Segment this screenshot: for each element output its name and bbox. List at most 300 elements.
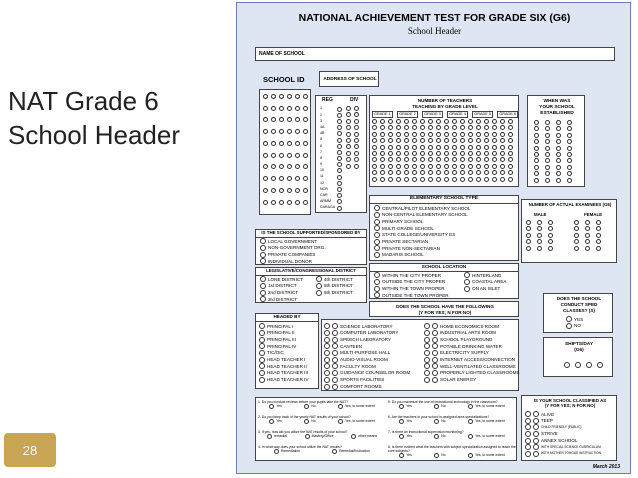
- region-bubble[interactable]: [337, 187, 342, 192]
- teacher-count-bubble[interactable]: [508, 164, 513, 169]
- school-id-bubble[interactable]: [271, 94, 276, 99]
- teacher-count-bubble[interactable]: [388, 138, 393, 143]
- teacher-count-bubble[interactable]: [460, 177, 465, 182]
- male-count-bubble[interactable]: [537, 239, 542, 244]
- school-id-bubble[interactable]: [279, 176, 284, 181]
- question-option-bubble[interactable]: [351, 434, 356, 439]
- school-id-bubble[interactable]: [263, 106, 268, 111]
- district-col1-bubble[interactable]: [260, 276, 266, 282]
- teacher-count-bubble[interactable]: [428, 164, 433, 169]
- teacher-count-bubble[interactable]: [420, 157, 425, 162]
- female-count-bubble[interactable]: [596, 239, 601, 244]
- division-bubble-grid[interactable]: [346, 106, 366, 169]
- school-id-bubble[interactable]: [295, 141, 300, 146]
- teacher-count-bubble[interactable]: [396, 170, 401, 175]
- question-option[interactable]: [338, 419, 375, 424]
- headed-list-bubble[interactable]: [259, 350, 265, 356]
- female-count-bubble[interactable]: [574, 233, 579, 238]
- teacher-count-bubble[interactable]: [508, 151, 513, 156]
- question-option-bubble[interactable]: [399, 453, 404, 458]
- question-option[interactable]: [332, 449, 370, 454]
- male-examinees-grid[interactable]: [526, 220, 566, 251]
- school-id-bubble[interactable]: [295, 117, 300, 122]
- teacher-count-bubble[interactable]: [444, 125, 449, 130]
- teacher-count-bubble[interactable]: [372, 132, 377, 137]
- year-bubble[interactable]: [545, 126, 550, 131]
- school-type-list-row[interactable]: [374, 238, 471, 245]
- facility-yes-bubble[interactable]: [324, 363, 330, 369]
- teacher-count-bubble[interactable]: [388, 119, 393, 124]
- year-bubble[interactable]: [556, 178, 561, 183]
- year-bubble[interactable]: [534, 139, 539, 144]
- region-bubble[interactable]: [337, 131, 342, 136]
- school-type-list-row[interactable]: [374, 205, 471, 212]
- teacher-count-bubble[interactable]: [452, 157, 457, 162]
- teacher-count-bubble[interactable]: [436, 125, 441, 130]
- school-id-bubble[interactable]: [271, 106, 276, 111]
- teacher-count-bubble[interactable]: [396, 157, 401, 162]
- division-bubble[interactable]: [346, 112, 351, 117]
- question-option-bubble[interactable]: [434, 404, 439, 409]
- teacher-count-bubble[interactable]: [372, 119, 377, 124]
- teacher-count-bubble[interactable]: [420, 138, 425, 143]
- sped-list-bubble[interactable]: [566, 323, 572, 329]
- teacher-count-bubble[interactable]: [500, 177, 505, 182]
- year-bubble[interactable]: [556, 158, 561, 163]
- female-count-bubble[interactable]: [585, 246, 590, 251]
- division-bubble[interactable]: [346, 151, 351, 156]
- location-left-bubble[interactable]: [374, 292, 380, 298]
- teacher-count-bubble[interactable]: [420, 119, 425, 124]
- teacher-count-grid[interactable]: [372, 119, 518, 182]
- teacher-count-bubble[interactable]: [388, 145, 393, 150]
- female-count-bubble[interactable]: [574, 239, 579, 244]
- region-bubble[interactable]: [337, 175, 342, 180]
- year-bubble[interactable]: [534, 152, 539, 157]
- question-option[interactable]: [338, 404, 375, 409]
- headed-list-row[interactable]: [259, 350, 309, 357]
- teacher-count-bubble[interactable]: [484, 177, 489, 182]
- division-bubble[interactable]: [354, 144, 359, 149]
- school-type-list-row[interactable]: [374, 252, 471, 259]
- question-option-bubble[interactable]: [304, 404, 309, 409]
- teacher-count-bubble[interactable]: [372, 138, 377, 143]
- facility-yes-bubble[interactable]: [324, 377, 330, 383]
- location-right-row[interactable]: [464, 285, 506, 292]
- school-type-list-row[interactable]: [374, 218, 471, 225]
- division-bubble[interactable]: [354, 125, 359, 130]
- school-id-bubble[interactable]: [279, 188, 284, 193]
- school-id-bubble[interactable]: [263, 117, 268, 122]
- year-bubble[interactable]: [567, 178, 572, 183]
- facility-no-bubble[interactable]: [332, 370, 338, 376]
- region-bubble[interactable]: [337, 181, 342, 186]
- school-id-bubble[interactable]: [287, 188, 292, 193]
- year-established-grid[interactable]: [534, 120, 582, 183]
- teacher-count-bubble[interactable]: [492, 145, 497, 150]
- female-count-bubble[interactable]: [585, 220, 590, 225]
- school-id-bubble[interactable]: [271, 188, 276, 193]
- region-bubble[interactable]: [337, 125, 342, 130]
- teacher-count-bubble[interactable]: [476, 151, 481, 156]
- district-col1-bubble[interactable]: [260, 290, 266, 296]
- teacher-count-bubble[interactable]: [452, 125, 457, 130]
- teacher-count-bubble[interactable]: [420, 125, 425, 130]
- region-bubble[interactable]: [337, 156, 342, 161]
- name-of-school-box[interactable]: [255, 47, 615, 61]
- location-right-row[interactable]: [464, 272, 506, 279]
- teacher-count-bubble[interactable]: [388, 151, 393, 156]
- year-bubble[interactable]: [556, 171, 561, 176]
- teacher-count-bubble[interactable]: [428, 138, 433, 143]
- teacher-count-bubble[interactable]: [412, 132, 417, 137]
- school-id-bubble[interactable]: [279, 106, 284, 111]
- shift-bubbles[interactable]: [564, 362, 605, 368]
- teacher-count-bubble[interactable]: [508, 125, 513, 130]
- facility-no-bubble[interactable]: [332, 357, 338, 363]
- year-bubble[interactable]: [567, 146, 572, 151]
- facility-no-bubble[interactable]: [432, 337, 438, 343]
- female-count-bubble[interactable]: [596, 246, 601, 251]
- teacher-count-bubble[interactable]: [468, 170, 473, 175]
- question-option-bubble[interactable]: [304, 419, 309, 424]
- supported-list-row[interactable]: [260, 238, 326, 245]
- classified-yes-bubble[interactable]: [525, 444, 531, 450]
- school-type-list-bubble[interactable]: [374, 245, 380, 251]
- classified-yes-bubble[interactable]: [525, 418, 531, 424]
- region-bubble[interactable]: [337, 168, 342, 173]
- year-bubble[interactable]: [545, 165, 550, 170]
- headed-list-bubble[interactable]: [259, 337, 265, 343]
- year-bubble[interactable]: [556, 146, 561, 151]
- male-count-bubble[interactable]: [548, 246, 553, 251]
- supported-list-row[interactable]: [260, 251, 326, 258]
- school-type-list-bubble[interactable]: [374, 252, 380, 258]
- district-col2-bubble[interactable]: [316, 283, 322, 289]
- teacher-count-bubble[interactable]: [444, 164, 449, 169]
- question-option[interactable]: [274, 449, 300, 454]
- question-option[interactable]: [434, 453, 445, 458]
- question-option-bubble[interactable]: [274, 449, 279, 454]
- school-type-list-bubble[interactable]: [374, 225, 380, 231]
- teacher-count-bubble[interactable]: [372, 164, 377, 169]
- teacher-count-bubble[interactable]: [436, 164, 441, 169]
- headed-list-bubble[interactable]: [259, 323, 265, 329]
- school-type-list-bubble[interactable]: [374, 219, 380, 225]
- teacher-count-bubble[interactable]: [484, 138, 489, 143]
- supported-list-bubble[interactable]: [260, 238, 266, 244]
- region-bubble[interactable]: [337, 199, 342, 204]
- division-bubble[interactable]: [354, 112, 359, 117]
- question-option[interactable]: [269, 404, 282, 409]
- headed-list-bubble[interactable]: [259, 343, 265, 349]
- teacher-count-bubble[interactable]: [436, 177, 441, 182]
- region-bubble[interactable]: [337, 138, 342, 143]
- school-id-bubble[interactable]: [263, 129, 268, 134]
- question-option-bubble[interactable]: [338, 419, 343, 424]
- teacher-count-bubble[interactable]: [388, 157, 393, 162]
- teacher-count-bubble[interactable]: [404, 132, 409, 137]
- school-id-bubble[interactable]: [295, 129, 300, 134]
- male-count-bubble[interactable]: [526, 233, 531, 238]
- facility-no-bubble[interactable]: [332, 384, 338, 390]
- school-id-bubble[interactable]: [287, 117, 292, 122]
- headed-list-row[interactable]: [259, 356, 309, 363]
- supported-list-row[interactable]: [260, 258, 326, 265]
- region-bubble[interactable]: [337, 119, 342, 124]
- year-bubble[interactable]: [567, 126, 572, 131]
- district-col1-row[interactable]: [260, 289, 303, 296]
- headed-list-row[interactable]: [259, 336, 309, 343]
- district-col1-bubble[interactable]: [260, 296, 266, 302]
- division-bubble[interactable]: [354, 132, 359, 137]
- question-option[interactable]: [434, 419, 445, 424]
- facility-no-bubble[interactable]: [332, 350, 338, 356]
- supported-list-bubble[interactable]: [260, 252, 266, 258]
- year-bubble[interactable]: [567, 133, 572, 138]
- male-count-bubble[interactable]: [548, 220, 553, 225]
- region-code-row[interactable]: [320, 205, 342, 211]
- location-left-bubble[interactable]: [374, 286, 380, 292]
- question-option[interactable]: [305, 434, 334, 439]
- location-right-bubble[interactable]: [464, 279, 470, 285]
- headed-list-row[interactable]: [259, 377, 309, 384]
- teacher-count-bubble[interactable]: [500, 145, 505, 150]
- school-type-list-row[interactable]: [374, 212, 471, 219]
- teacher-count-bubble[interactable]: [492, 125, 497, 130]
- sped-list-bubble[interactable]: [566, 316, 572, 322]
- location-left-bubble[interactable]: [374, 279, 380, 285]
- male-count-bubble[interactable]: [537, 220, 542, 225]
- teacher-count-bubble[interactable]: [492, 151, 497, 156]
- location-left-row[interactable]: [374, 285, 449, 292]
- school-type-list-bubble[interactable]: [374, 212, 380, 218]
- question-option[interactable]: [304, 419, 315, 424]
- headed-list-row[interactable]: [259, 323, 309, 330]
- teacher-count-bubble[interactable]: [372, 177, 377, 182]
- teacher-count-bubble[interactable]: [476, 132, 481, 137]
- school-id-bubble[interactable]: [295, 176, 300, 181]
- teacher-count-bubble[interactable]: [500, 138, 505, 143]
- facility-no-bubble[interactable]: [432, 350, 438, 356]
- school-type-list-row[interactable]: [374, 232, 471, 239]
- teacher-count-bubble[interactable]: [380, 164, 385, 169]
- teacher-count-bubble[interactable]: [436, 145, 441, 150]
- school-id-bubble[interactable]: [271, 164, 276, 169]
- male-count-bubble[interactable]: [548, 233, 553, 238]
- school-id-bubble[interactable]: [287, 153, 292, 158]
- facility-yes-bubble[interactable]: [424, 323, 430, 329]
- question-option-bubble[interactable]: [399, 434, 404, 439]
- facility-no-bubble[interactable]: [432, 377, 438, 383]
- teacher-count-bubble[interactable]: [468, 145, 473, 150]
- facility-yes-bubble[interactable]: [324, 337, 330, 343]
- facility-yes-bubble[interactable]: [324, 357, 330, 363]
- facility-no-bubble[interactable]: [332, 323, 338, 329]
- school-id-bubble[interactable]: [279, 94, 284, 99]
- question-option[interactable]: [304, 404, 315, 409]
- teacher-count-bubble[interactable]: [428, 170, 433, 175]
- location-left-row[interactable]: [374, 272, 449, 279]
- district-col2-row[interactable]: [316, 276, 353, 283]
- teacher-count-bubble[interactable]: [380, 125, 385, 130]
- school-id-bubble[interactable]: [295, 106, 300, 111]
- teacher-count-bubble[interactable]: [492, 119, 497, 124]
- female-count-bubble[interactable]: [596, 226, 601, 231]
- district-col2-row[interactable]: [316, 289, 353, 296]
- year-bubble[interactable]: [534, 165, 539, 170]
- teacher-count-bubble[interactable]: [420, 132, 425, 137]
- facility-no-bubble[interactable]: [432, 370, 438, 376]
- facility-yes-bubble[interactable]: [324, 330, 330, 336]
- female-count-bubble[interactable]: [585, 226, 590, 231]
- teacher-count-bubble[interactable]: [396, 151, 401, 156]
- question-option-bubble[interactable]: [468, 453, 473, 458]
- teacher-count-bubble[interactable]: [484, 157, 489, 162]
- teacher-count-bubble[interactable]: [444, 177, 449, 182]
- teacher-count-bubble[interactable]: [412, 157, 417, 162]
- school-id-bubble[interactable]: [303, 153, 308, 158]
- question-option[interactable]: [399, 404, 412, 409]
- facility-no-bubble[interactable]: [432, 363, 438, 369]
- division-bubble[interactable]: [354, 151, 359, 156]
- teacher-count-bubble[interactable]: [436, 170, 441, 175]
- teacher-count-bubble[interactable]: [420, 177, 425, 182]
- male-count-bubble[interactable]: [526, 220, 531, 225]
- question-option-bubble[interactable]: [338, 404, 343, 409]
- school-id-bubble[interactable]: [287, 176, 292, 181]
- school-id-bubble[interactable]: [279, 129, 284, 134]
- division-bubble[interactable]: [346, 106, 351, 111]
- teacher-count-bubble[interactable]: [460, 119, 465, 124]
- teacher-count-bubble[interactable]: [428, 177, 433, 182]
- year-bubble[interactable]: [556, 120, 561, 125]
- teacher-count-bubble[interactable]: [484, 119, 489, 124]
- school-type-list-bubble[interactable]: [374, 239, 380, 245]
- teacher-count-bubble[interactable]: [404, 157, 409, 162]
- teacher-count-bubble[interactable]: [396, 138, 401, 143]
- school-id-bubble[interactable]: [263, 153, 268, 158]
- male-count-bubble[interactable]: [526, 246, 531, 251]
- year-bubble[interactable]: [534, 171, 539, 176]
- teacher-count-bubble[interactable]: [420, 151, 425, 156]
- teacher-count-bubble[interactable]: [380, 177, 385, 182]
- male-count-bubble[interactable]: [537, 233, 542, 238]
- teacher-count-bubble[interactable]: [500, 125, 505, 130]
- school-id-bubble[interactable]: [295, 164, 300, 169]
- teacher-count-bubble[interactable]: [460, 157, 465, 162]
- teacher-count-bubble[interactable]: [444, 151, 449, 156]
- female-examinees-grid[interactable]: [574, 220, 614, 251]
- division-bubble[interactable]: [346, 164, 351, 169]
- teacher-count-bubble[interactable]: [476, 145, 481, 150]
- teacher-count-bubble[interactable]: [404, 170, 409, 175]
- division-bubble[interactable]: [346, 144, 351, 149]
- teacher-count-bubble[interactable]: [412, 145, 417, 150]
- teacher-count-bubble[interactable]: [412, 125, 417, 130]
- year-bubble[interactable]: [567, 139, 572, 144]
- school-id-bubble[interactable]: [271, 176, 276, 181]
- question-option-bubble[interactable]: [267, 434, 272, 439]
- question-option-bubble[interactable]: [399, 419, 404, 424]
- teacher-count-bubble[interactable]: [396, 132, 401, 137]
- female-count-bubble[interactable]: [574, 226, 579, 231]
- question-option[interactable]: [399, 419, 412, 424]
- school-id-bubble[interactable]: [279, 164, 284, 169]
- teacher-count-bubble[interactable]: [460, 132, 465, 137]
- headed-list-bubble[interactable]: [259, 330, 265, 336]
- year-bubble[interactable]: [567, 120, 572, 125]
- teacher-count-bubble[interactable]: [380, 132, 385, 137]
- teacher-count-bubble[interactable]: [372, 145, 377, 150]
- teacher-count-bubble[interactable]: [452, 164, 457, 169]
- shift-bubble[interactable]: [564, 362, 570, 368]
- school-id-bubble[interactable]: [263, 164, 268, 169]
- school-id-bubble[interactable]: [271, 117, 276, 122]
- question-option[interactable]: [267, 434, 287, 439]
- school-id-bubble[interactable]: [287, 106, 292, 111]
- teacher-count-bubble[interactable]: [500, 151, 505, 156]
- district-col1-row[interactable]: [260, 296, 303, 303]
- location-right-row[interactable]: [464, 279, 506, 286]
- facility-yes-bubble[interactable]: [424, 377, 430, 383]
- school-id-bubble[interactable]: [279, 200, 284, 205]
- teacher-count-bubble[interactable]: [428, 157, 433, 162]
- question-option-bubble[interactable]: [434, 453, 439, 458]
- facility-no-bubble[interactable]: [432, 330, 438, 336]
- teacher-count-bubble[interactable]: [404, 151, 409, 156]
- teacher-count-bubble[interactable]: [412, 119, 417, 124]
- school-id-bubble[interactable]: [271, 141, 276, 146]
- male-count-bubble[interactable]: [526, 239, 531, 244]
- teacher-count-bubble[interactable]: [452, 170, 457, 175]
- teacher-count-bubble[interactable]: [508, 157, 513, 162]
- question-option[interactable]: [468, 434, 505, 439]
- school-type-list-bubble[interactable]: [374, 232, 380, 238]
- question-option-bubble[interactable]: [332, 449, 337, 454]
- teacher-count-bubble[interactable]: [380, 151, 385, 156]
- teacher-count-bubble[interactable]: [452, 177, 457, 182]
- facility-no-bubble[interactable]: [332, 337, 338, 343]
- school-id-grid[interactable]: [259, 89, 311, 215]
- classified-yes-bubble[interactable]: [525, 411, 531, 417]
- teacher-count-bubble[interactable]: [500, 119, 505, 124]
- teacher-count-bubble[interactable]: [468, 151, 473, 156]
- headed-list-bubble[interactable]: [259, 357, 265, 363]
- facility-no-bubble[interactable]: [332, 363, 338, 369]
- teacher-count-bubble[interactable]: [412, 151, 417, 156]
- teacher-count-bubble[interactable]: [444, 138, 449, 143]
- facility-no-bubble[interactable]: [432, 357, 438, 363]
- teacher-count-bubble[interactable]: [404, 177, 409, 182]
- teacher-count-bubble[interactable]: [492, 132, 497, 137]
- teacher-count-bubble[interactable]: [476, 157, 481, 162]
- school-id-bubble[interactable]: [263, 200, 268, 205]
- teacher-count-bubble[interactable]: [396, 177, 401, 182]
- question-option-bubble[interactable]: [399, 404, 404, 409]
- division-bubble[interactable]: [346, 138, 351, 143]
- supported-list-bubble[interactable]: [260, 245, 266, 251]
- location-left-row[interactable]: [374, 292, 449, 299]
- teacher-count-bubble[interactable]: [436, 157, 441, 162]
- region-bubble[interactable]: [337, 193, 342, 198]
- teacher-count-bubble[interactable]: [388, 164, 393, 169]
- teacher-count-bubble[interactable]: [444, 132, 449, 137]
- school-id-bubble[interactable]: [279, 153, 284, 158]
- classified-no-bubble[interactable]: [533, 431, 539, 437]
- question-option-bubble[interactable]: [468, 419, 473, 424]
- division-bubble[interactable]: [354, 138, 359, 143]
